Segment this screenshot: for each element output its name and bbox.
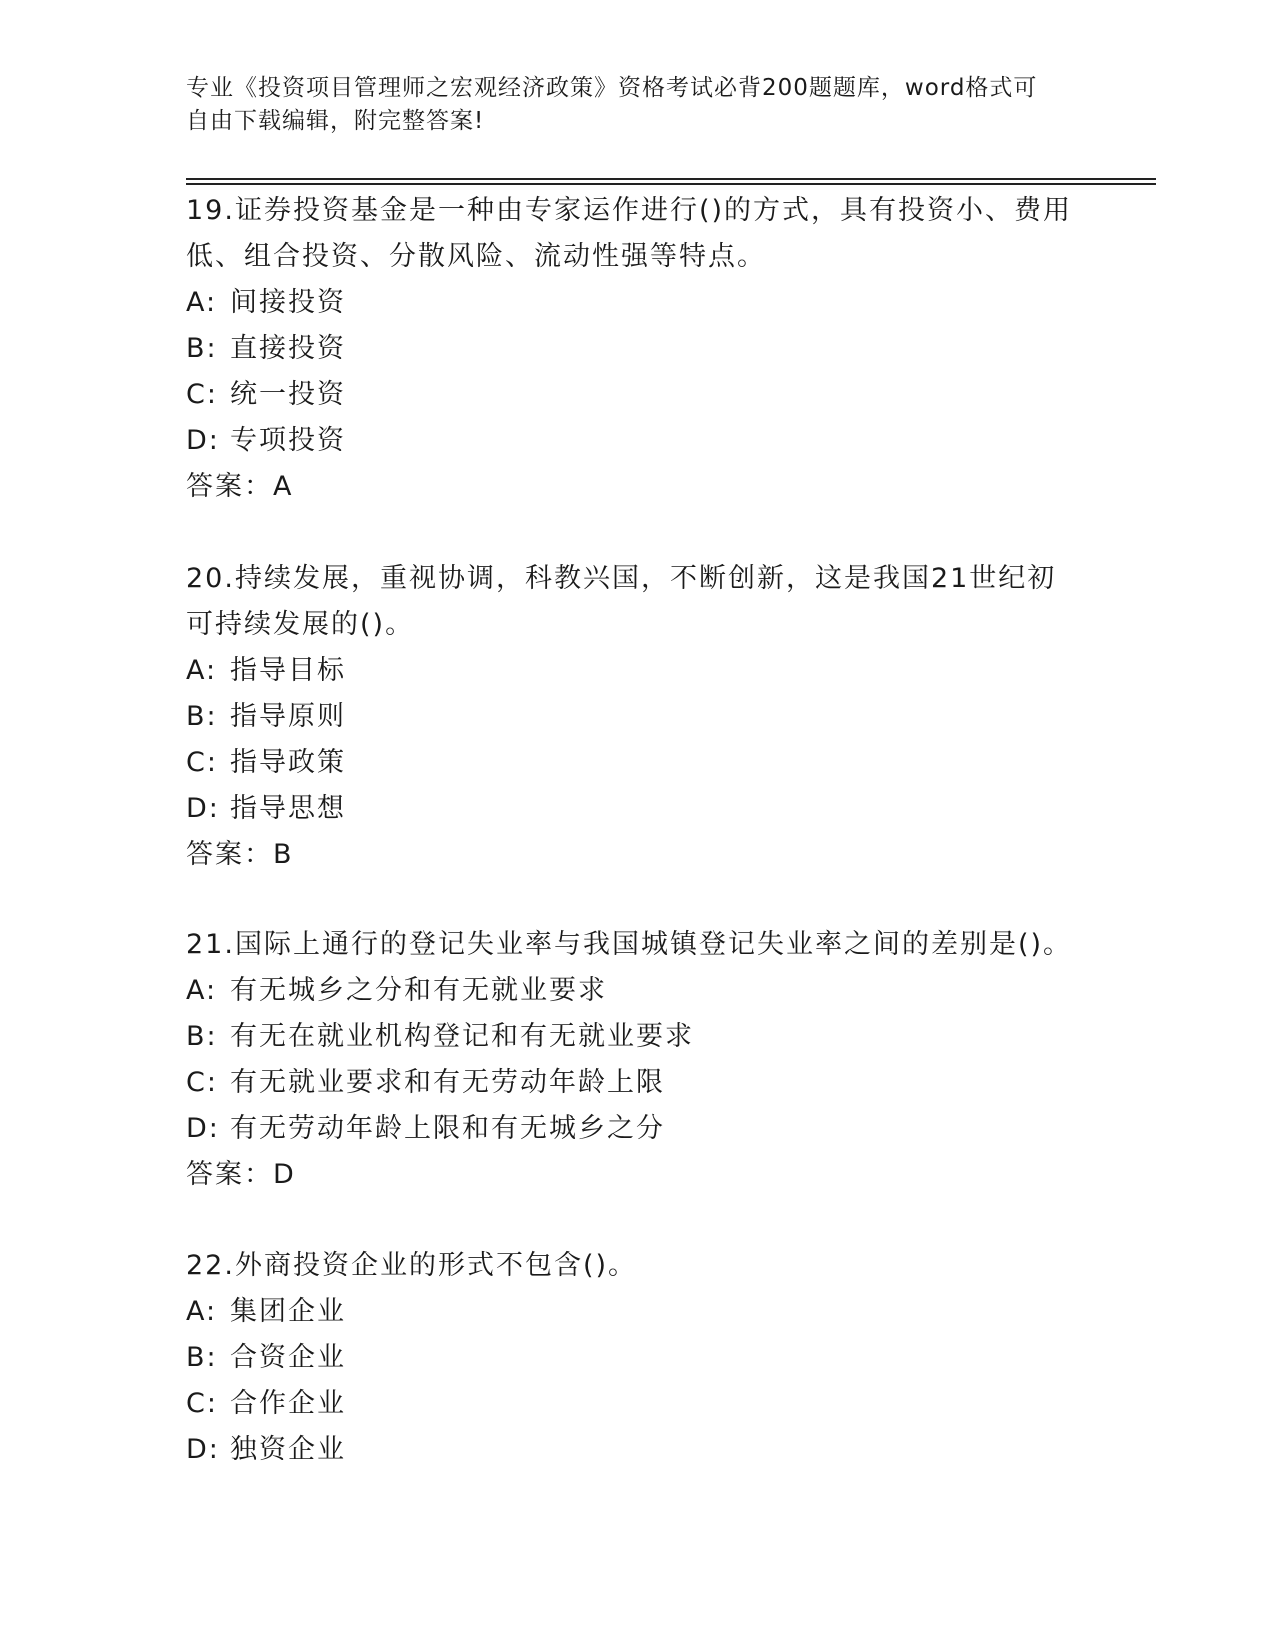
option-c [186,372,1086,418]
question-stem-line: 低、组合投资、分散风险、流动性强等特点。 [186,241,766,272]
option-text: 指导目标 [230,655,346,686]
option-text: 指导原则 [230,701,346,732]
option-letter: B: [186,1342,218,1373]
question-stem-line: 21.国际上通行的登记失业率与我国城镇登记失业率之间的差别是()。 [186,929,1073,960]
question-19 [186,188,1086,510]
option-text: 有无就业要求和有无劳动年龄上限 [230,1067,665,1098]
option-letter: B: [186,701,218,732]
option-text: 指导思想 [230,793,346,824]
option-text: 间接投资 [230,287,346,318]
option-letter: C: [186,1388,218,1419]
option-a [186,280,1086,326]
option-letter: A: [186,287,218,318]
option-letter: B: [186,1021,218,1052]
option-text: 指导政策 [230,747,346,778]
option-d [186,786,1086,832]
option-text: 集团企业 [230,1296,346,1327]
answer-line: 答案：D [186,1159,296,1190]
option-a [186,648,1086,694]
option-d [186,418,1086,464]
option-letter: B: [186,333,218,364]
option-d [186,1427,1086,1473]
option-text: 合资企业 [230,1342,346,1373]
question-stem-line: 20.持续发展，重视协调，科教兴国，不断创新，这是我国21世纪初 [186,563,1057,594]
question-20 [186,556,1086,878]
option-c [186,1060,1086,1106]
question-22 [186,1243,1086,1473]
option-a [186,968,1086,1014]
option-letter: C: [186,379,218,410]
option-letter: D: [186,793,220,824]
document-header [186,72,1066,138]
option-letter: C: [186,1067,218,1098]
header-line-2: 自由下载编辑，附完整答案! [186,108,485,134]
question-stem-line: 19.证券投资基金是一种由专家运作进行()的方式，具有投资小、费用 [186,195,1073,226]
option-a [186,1289,1086,1335]
option-text: 专项投资 [230,425,346,456]
option-letter: A: [186,1296,218,1327]
option-letter: D: [186,425,220,456]
option-text: 有无城乡之分和有无就业要求 [230,975,607,1006]
option-letter: D: [186,1434,220,1465]
option-text: 直接投资 [230,333,346,364]
option-text: 合作企业 [230,1388,346,1419]
question-21 [186,922,1086,1198]
question-stem-line: 22.外商投资企业的形式不包含()。 [186,1250,638,1281]
option-c [186,740,1086,786]
option-letter: C: [186,747,218,778]
answer-line: 答案：A [186,471,294,502]
option-letter: A: [186,975,218,1006]
option-b [186,1014,1086,1060]
option-text: 统一投资 [230,379,346,410]
option-text: 有无劳动年龄上限和有无城乡之分 [230,1113,665,1144]
option-b [186,1335,1086,1381]
option-b [186,326,1086,372]
option-letter: A: [186,655,218,686]
header-divider-top [186,178,1156,180]
option-d [186,1106,1086,1152]
header-divider-bottom [186,183,1156,185]
option-text: 有无在就业机构登记和有无就业要求 [230,1021,694,1052]
answer-line: 答案：B [186,839,294,870]
option-c [186,1381,1086,1427]
option-b [186,694,1086,740]
question-stem-line: 可持续发展的()。 [186,609,415,640]
header-line-1: 专业《投资项目管理师之宏观经济政策》资格考试必背200题题库，word格式可 [186,75,1038,101]
option-letter: D: [186,1113,220,1144]
option-text: 独资企业 [230,1434,346,1465]
